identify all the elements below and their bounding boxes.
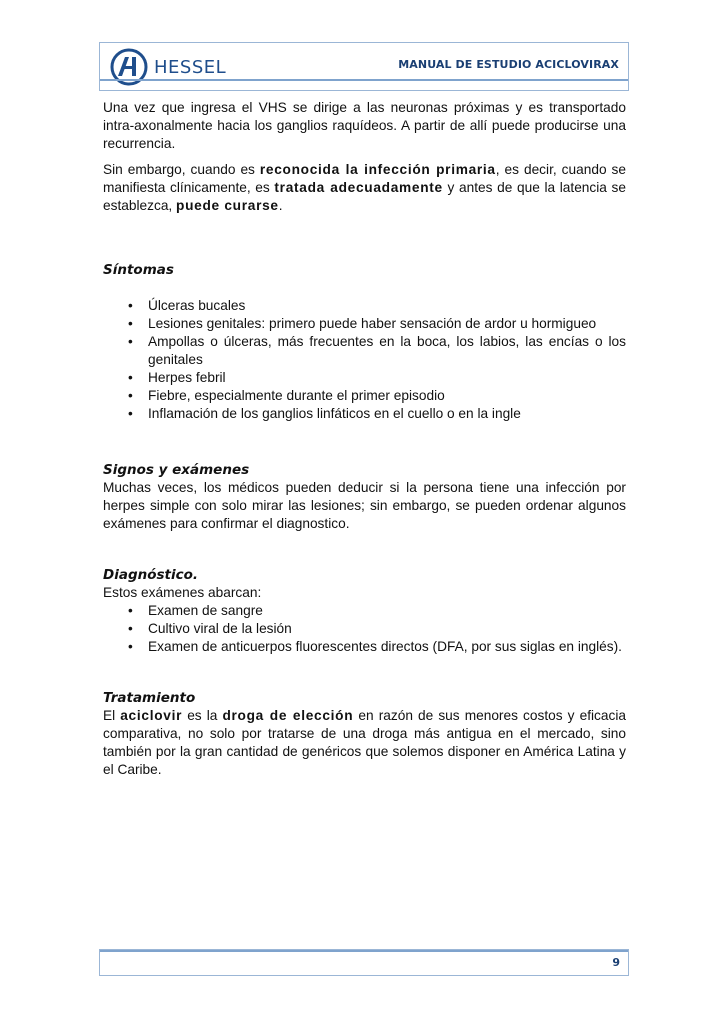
- list-item: • Examen de anticuerpos fluorescentes directos (DFA, por sus siglas en inglés).: [128, 639, 622, 654]
- intro-paragraph-1: Una vez que ingresa el VHS se dirige a las neuronas próximas y es transportado intra-axonalmente hacia los ganglios raquídeos. A partir de allí puede producirse una recurrencia.: [103, 100, 626, 151]
- brand-name: HESSEL: [154, 56, 227, 78]
- list-item: • Examen de sangre: [128, 603, 263, 618]
- list-item: • Herpes febril: [128, 370, 226, 385]
- bullet: •: [128, 298, 133, 313]
- footer-divider: [100, 950, 628, 952]
- intro-text: y antes de que la latencia se establezca,: [103, 180, 627, 213]
- heading-tratamiento: Tratamiento: [103, 690, 196, 706]
- bullet: •: [128, 639, 133, 654]
- bullet: •: [128, 334, 133, 349]
- bullet: •: [128, 406, 133, 421]
- tratamiento-paragraph: El aciclovir es la droga de elección en razón de sus menores costos y eficacia comparativa, no solo por tratarse de una droga más antigua en el mercado, sino también por la gran cantidad de genéricos que solemos disponer en América Latina y el Caribe.: [103, 708, 626, 777]
- heading-diagnostico: Diagnóstico.: [103, 567, 199, 583]
- page-header: [99, 42, 629, 91]
- bullet: •: [128, 603, 133, 618]
- list-item: • Lesiones genitales: primero puede haber sensación de ardor u hormigueo: [128, 316, 597, 331]
- list-item: • Cultivo viral de la lesión: [128, 621, 292, 636]
- emphasis-aciclovir: aciclovir: [120, 708, 183, 723]
- heading-signos: Signos y exámenes: [103, 462, 250, 478]
- emphasis-curable: puede curarse: [176, 198, 279, 213]
- list-item: • Úlceras bucales: [128, 298, 246, 313]
- diagnostico-intro: Estos exámenes abarcan:: [103, 585, 262, 600]
- list-item: • Fiebre, especialmente durante el primer episodio: [128, 388, 445, 403]
- diagnostico-list: [103, 602, 626, 656]
- list-item: • Inflamación de los ganglios linfáticos en el cuello o en la ingle: [128, 406, 521, 421]
- page-footer: [99, 949, 629, 976]
- list-item: • Ampollas o úlceras, más frecuentes en la boca, los labios, las encías o los genitales: [128, 334, 626, 367]
- intro-text: .: [278, 198, 283, 213]
- intro-text: , es decir, cuando se manifiesta clínicamente, es: [103, 162, 626, 195]
- signos-paragraph: Muchas veces, los médicos pueden deducir si la persona tiene una infección por herpes simple con solo mirar las lesiones; sin embargo, se pueden ordenar algunos exámenes para confirmar el diagnostico.: [103, 480, 626, 531]
- manual-title: MANUAL DE ESTUDIO ACICLOVIRAX: [398, 58, 619, 71]
- bullet: •: [128, 621, 133, 636]
- emphasis-treated: tratada adecuadamente: [274, 180, 443, 195]
- header-divider: [100, 79, 628, 81]
- page-number: 9: [612, 956, 620, 969]
- bullet: •: [128, 388, 133, 403]
- intro-text: Sin embargo, cuando es: [103, 162, 260, 177]
- emphasis-primary-infection: reconocida la infección primaria: [259, 162, 496, 177]
- sintomas-list: [103, 297, 626, 423]
- heading-sintomas: Síntomas: [103, 262, 174, 278]
- emphasis-drug-of-choice: droga de elección: [222, 708, 354, 723]
- bullet: •: [128, 370, 133, 385]
- intro-paragraph-2: [103, 161, 626, 215]
- bullet: •: [128, 316, 133, 331]
- page-body: [103, 99, 626, 779]
